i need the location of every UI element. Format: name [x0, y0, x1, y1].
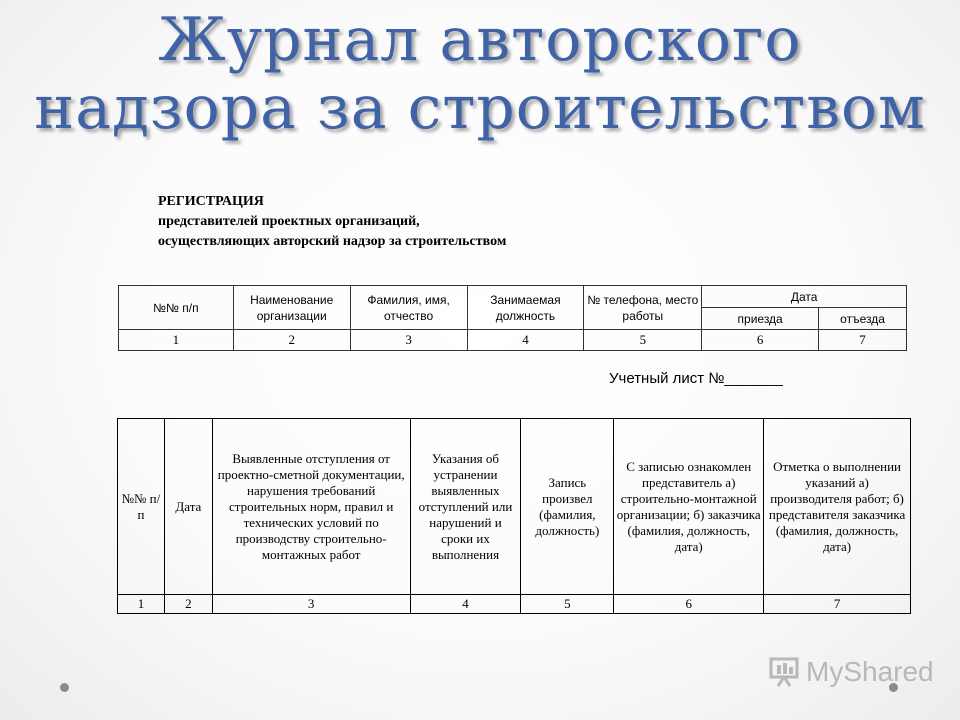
header-num: №№ п/п	[119, 286, 234, 330]
index-cell: 3	[350, 330, 467, 351]
index-cell: 3	[212, 595, 410, 614]
header-departure: отъезда	[819, 308, 907, 330]
table-row	[119, 330, 907, 351]
registration-heading	[158, 192, 506, 252]
watermark-logo	[768, 656, 934, 688]
log-header-deviations: Выявленные отступления от проектно-сметной документации, нарушения требований строительных норм, правил и технических условий по производству строительно-монтажных работ	[212, 419, 410, 595]
index-cell: 4	[467, 330, 584, 351]
log-header-record: Запись произвел (фамилия, должность)	[521, 419, 614, 595]
registration-line-2: представителей проектных организаций,	[158, 214, 420, 229]
index-cell: 5	[521, 595, 614, 614]
log-header-instructions: Указания об устранении выявленных отступлений или нарушений и сроки их выполнения	[410, 419, 521, 595]
slide-title	[0, 6, 960, 142]
table-row	[118, 595, 911, 614]
index-cell: 5	[584, 330, 702, 351]
header-position: Занимаемая должность	[467, 286, 584, 330]
watermark-text: MyShared	[806, 656, 934, 687]
presentation-icon	[768, 657, 802, 687]
header-phone: № телефона, место работы	[584, 286, 702, 330]
supervision-log-table	[117, 418, 911, 614]
log-header-num: №№ п/п	[118, 419, 165, 595]
header-fio: Фамилия, имя, отчество	[350, 286, 467, 330]
index-cell: 1	[118, 595, 165, 614]
log-header-date: Дата	[164, 419, 212, 595]
log-header-mark: Отметка о выполнении указаний а) производителя работ; б) представителя заказчика (фамилия, должность, дата)	[764, 419, 911, 595]
log-header-acknowledged: С записью ознакомлен представитель а) строительно-монтажной организации; б) заказчика (фамилия, должность, дата)	[614, 419, 764, 595]
header-org: Наименование организации	[233, 286, 350, 330]
bullet-dot-left	[60, 683, 69, 692]
index-cell: 7	[764, 595, 911, 614]
index-cell: 7	[819, 330, 907, 351]
header-arrival: приезда	[702, 308, 819, 330]
index-cell: 4	[410, 595, 521, 614]
index-cell: 1	[119, 330, 234, 351]
index-cell: 2	[164, 595, 212, 614]
header-date: Дата	[702, 286, 907, 308]
title-line-2: надзора за строительством	[34, 73, 926, 143]
index-cell: 6	[614, 595, 764, 614]
registration-title: РЕГИСТРАЦИЯ	[158, 194, 264, 209]
registration-line-3: осуществляющих авторский надзор за строительством	[158, 234, 507, 249]
index-cell: 2	[233, 330, 350, 351]
account-sheet-label: Учетный лист №_______	[609, 370, 783, 387]
registration-table	[118, 285, 907, 351]
index-cell: 6	[702, 330, 819, 351]
title-line-1: Журнал авторского	[158, 5, 802, 75]
